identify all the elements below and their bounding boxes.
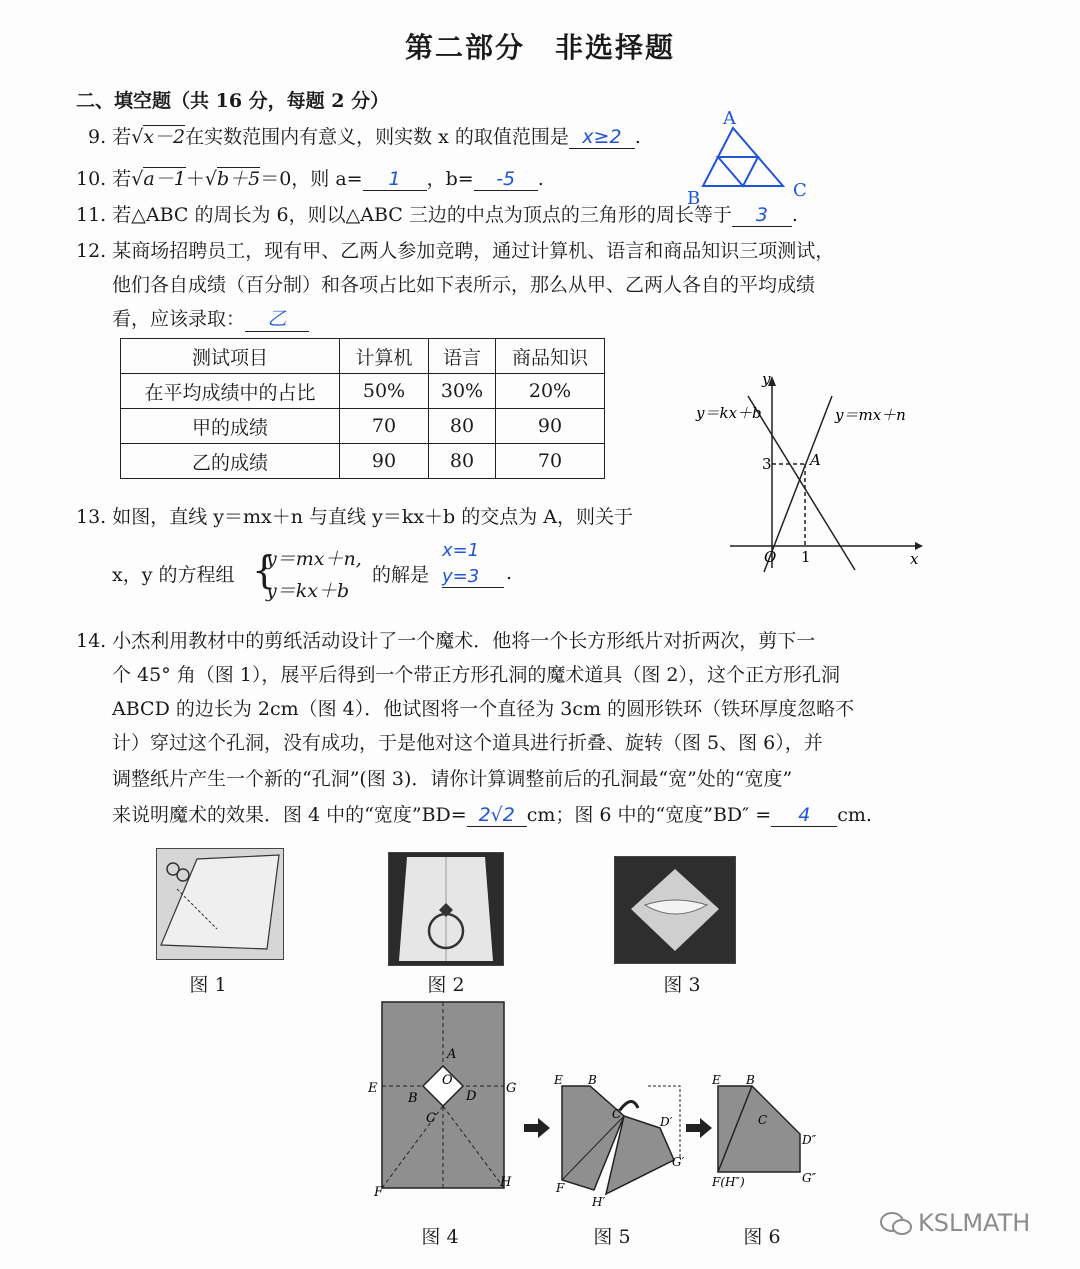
- caption-fig1: 图 1: [189, 974, 227, 996]
- graph-y-label: y: [762, 370, 771, 388]
- wechat-icon: [880, 1210, 914, 1238]
- fig6-label-f: F(H″): [712, 1175, 745, 1189]
- caption-fig4: 图 4: [421, 1226, 459, 1248]
- table-cell: 80: [429, 409, 496, 444]
- table-cell: 70: [340, 409, 429, 444]
- table-cell: 80: [429, 444, 496, 479]
- table-cell: 在平均成绩中的占比: [121, 374, 340, 409]
- table-cell: 乙的成绩: [121, 444, 340, 479]
- system-eq1: y＝mx＋n,: [266, 548, 362, 570]
- question-11: 11. 若△ABC 的周长为 6，则以△ABC 三边的中点为顶点的三角形的周长等于 3 .: [76, 204, 798, 226]
- table-header: 测试项目: [121, 339, 340, 374]
- table-cell: 90: [340, 444, 429, 479]
- figure-4-diagram: [364, 1000, 524, 1200]
- fig5-label-c: C: [612, 1107, 622, 1121]
- table-header: 语言: [429, 339, 496, 374]
- fig6-label-c: C: [758, 1113, 768, 1127]
- page-title: 第二部分 非选择题: [404, 31, 675, 64]
- system-eq2: y＝kx＋b: [266, 580, 350, 602]
- section-heading: 二、填空题（共 16 分，每题 2 分）: [76, 90, 390, 112]
- fig6-label-g: G″: [802, 1171, 817, 1185]
- q9-answer: x≥2: [569, 126, 635, 149]
- fig4-label-g: G: [506, 1081, 517, 1096]
- table-row: [121, 444, 605, 479]
- fig4-label-a: A: [447, 1047, 457, 1062]
- q13-line-graph: [690, 368, 930, 578]
- graph-tick-y: 3: [762, 455, 772, 473]
- watermark-text: KSLMATH: [918, 1209, 1031, 1237]
- fig5-label-e: E: [554, 1073, 563, 1087]
- fig5-label-b: B: [588, 1073, 597, 1087]
- fig6-label-b: B: [746, 1073, 755, 1087]
- table-row: [121, 409, 605, 444]
- caption-fig6: 图 6: [743, 1226, 781, 1248]
- fig4-label-h: H: [500, 1175, 512, 1190]
- table-cell: 甲的成绩: [121, 409, 340, 444]
- q13-answer-y: y=3: [442, 566, 504, 588]
- question-14-line4: 计）穿过这个孔洞，没有成功，于是他对这个道具进行折叠、旋转（图 5、图 6），并: [112, 732, 823, 754]
- score-table: [120, 338, 605, 479]
- figure-5-diagram: [548, 1070, 690, 1210]
- fig5-label-f: F: [556, 1181, 565, 1195]
- midpoint-triangle-sketch: [685, 108, 825, 208]
- fig4-label-d: D: [466, 1089, 477, 1104]
- table-header: 计算机: [340, 339, 429, 374]
- graph-origin-label: O: [764, 548, 777, 566]
- q12-answer: 乙: [245, 304, 309, 332]
- table-cell: 20%: [496, 374, 605, 409]
- figure-3-photo: [614, 856, 736, 964]
- table-cell: 70: [496, 444, 605, 479]
- question-12-line3: 看，应该录取： 乙: [112, 304, 309, 332]
- sketch-label-a: A: [723, 108, 736, 129]
- table-row: [121, 374, 605, 409]
- q13-answer-x: x=1: [442, 540, 480, 561]
- fig4-label-o: O: [442, 1073, 453, 1088]
- sketch-label-b: B: [687, 188, 701, 208]
- table-header-row: [121, 339, 605, 374]
- fig6-label-d: D″: [802, 1133, 817, 1147]
- fig4-label-f: F: [374, 1185, 384, 1200]
- table-cell: 90: [496, 409, 605, 444]
- question-14-line3: ABCD 的边长为 2cm（图 4）．他试图将一个直径为 3cm 的圆形铁环（铁环厚度忽略不: [112, 698, 855, 720]
- caption-fig3: 图 3: [663, 974, 701, 996]
- arrow-icon: [524, 1118, 550, 1138]
- q14-answer-bd2: 4: [771, 804, 837, 827]
- table-cell: 30%: [429, 374, 496, 409]
- fig4-label-b: B: [408, 1091, 418, 1106]
- fig5-label-h: H′: [592, 1195, 606, 1209]
- q11-answer: 3: [732, 204, 792, 227]
- question-13-line1: 13. 如图，直线 y＝mx＋n 与直线 y＝kx＋b 的交点为 A，则关于: [76, 506, 634, 528]
- q14-answer-bd: 2√2: [467, 804, 527, 827]
- figure-2-photo: [388, 852, 504, 966]
- q10-answer-b: -5: [474, 168, 538, 191]
- table-cell: 50%: [340, 374, 429, 409]
- graph-point-a: A: [810, 451, 821, 469]
- question-14-line1: 14. 小杰利用教材中的剪纸活动设计了一个魔术．他将一个长方形纸片对折两次，剪下一: [76, 630, 816, 652]
- question-13-line2-post: 的解是: [372, 564, 430, 586]
- question-14-line6: 来说明魔术的效果．图 4 中的“宽度”BD= 2√2 cm；图 6 中的“宽度”BD″ = 4 cm.: [112, 804, 872, 826]
- sketch-label-c: C: [793, 180, 807, 201]
- brace: {: [252, 548, 277, 592]
- caption-fig2: 图 2: [427, 974, 465, 996]
- table-header: 商品知识: [496, 339, 605, 374]
- graph-label-mx: y＝mx＋n: [835, 406, 906, 424]
- figure-6-diagram: [708, 1070, 836, 1190]
- question-13-line2-pre: x，y 的方程组: [112, 564, 235, 586]
- fig6-label-e: E: [712, 1073, 721, 1087]
- graph-label-kx: y＝kx＋b: [696, 404, 762, 422]
- question-12-line2: 他们各自成绩（百分制）和各项占比如下表所示，那么从甲、乙两人各自的平均成绩: [112, 274, 816, 296]
- question-10: 10. 若√a－1＋√b＋5＝0，则 a= 1 ，b= -5 .: [76, 168, 544, 190]
- question-9: 9. 若√x－2在实数范围内有意义，则实数 x 的取值范围是 x≥2 .: [88, 126, 641, 148]
- question-14-line2: 个 45° 角（图 1），展平后得到一个带正方形孔洞的魔术道具（图 2），这个正方形孔洞: [112, 664, 841, 686]
- fig4-label-c: C: [426, 1111, 436, 1126]
- fig5-label-d: D′: [660, 1115, 673, 1129]
- fig4-label-e: E: [368, 1081, 378, 1096]
- fig5-label-g: G′: [672, 1155, 685, 1169]
- caption-fig5: 图 5: [593, 1226, 631, 1248]
- q10-answer-a: 1: [363, 168, 427, 191]
- question-12-line1: 12. 某商场招聘员工，现有甲、乙两人参加竞聘，通过计算机、语言和商品知识三项测试，: [76, 240, 835, 262]
- question-14-line5: 调整纸片产生一个新的“孔洞”(图 3)．请你计算调整前后的孔洞最“宽”处的“宽度”: [112, 768, 793, 790]
- graph-x-label: x: [910, 550, 919, 568]
- figure-1-photo: [156, 848, 284, 960]
- graph-tick-x: 1: [801, 548, 811, 566]
